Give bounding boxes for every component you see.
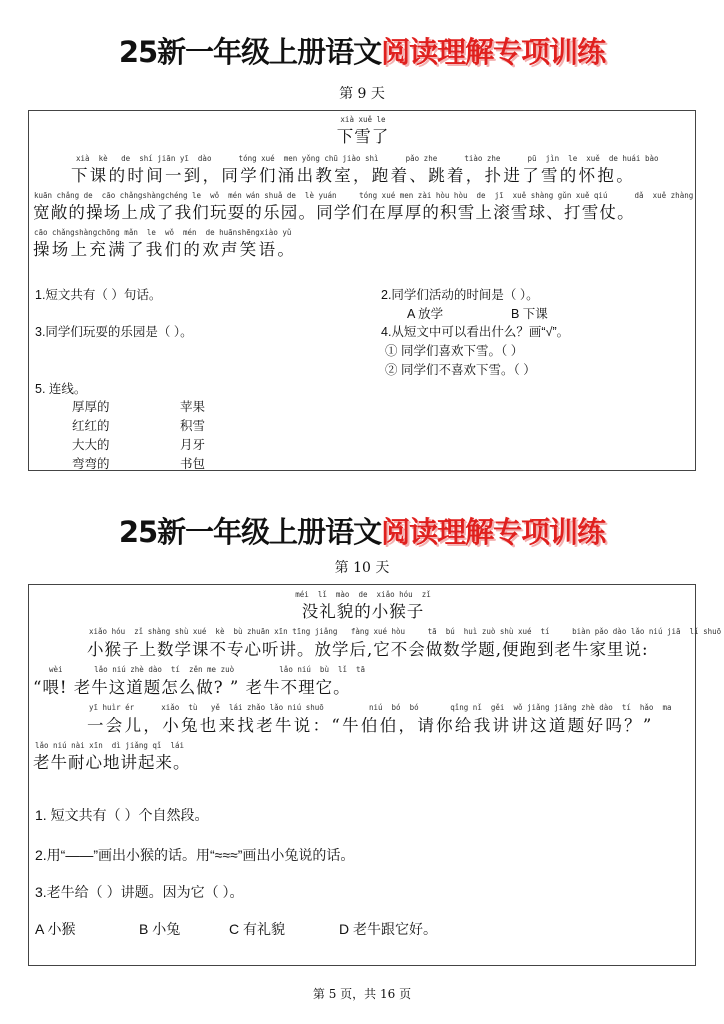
pinyin-line: yī huìr ér xiǎo tù yě lái zhǎo lǎo niú shuō niú bó bó qǐng nǐ gěi wǒ jiǎng jiǎng zhè dào tí hǎo ma bbox=[89, 703, 672, 712]
worksheet-title bbox=[0, 510, 724, 551]
text-line: 小猴子上数学课不专心听讲。放学后,它不会做数学题,便跑到老牛家里说: bbox=[87, 640, 649, 659]
pinyin-line: xià kè de shí jiān yī dào tóng xué men yǒng chū jiào shì pǎo zhe tiào zhe pū jìn le xuě de huái bào bbox=[76, 154, 659, 163]
match-item: 弯弯的 bbox=[72, 457, 110, 471]
question-4-option: ② 同学们不喜欢下雪。（ ） bbox=[385, 363, 536, 377]
day-label: 第 10 天 bbox=[334, 560, 390, 576]
pinyin-line: xiǎo hóu zǐ shàng shù xué kè bù zhuān xīn tīng jiǎng fàng xué hòu tā bú huì zuò shù xué tí biàn pǎo dào lǎo niú jiā lǐ shuō bbox=[89, 627, 722, 636]
worksheet-title bbox=[0, 30, 724, 71]
text-line: 下课的时间一到，同学们涌出教室，跑着、跳着，扑进了雪的怀抱。 bbox=[71, 166, 635, 185]
question-3: 3.同学们玩耍的乐园是（ ）。 bbox=[35, 325, 193, 339]
pinyin-line: lǎo niú nài xīn dì jiǎng qǐ lái bbox=[35, 741, 185, 750]
title-red: 阅读理解专项训练 bbox=[381, 515, 606, 549]
reading-box-1 bbox=[28, 110, 696, 471]
match-item: 书包 bbox=[180, 457, 206, 471]
question-1: 1.短文共有（ ）句话。 bbox=[35, 288, 162, 302]
story-title-pinyin: xià xuě le bbox=[340, 115, 386, 124]
option-d: D 老牛跟它好。 bbox=[339, 921, 437, 937]
match-left-column bbox=[72, 398, 110, 474]
question-4-option: ① 同学们喜欢下雪。（ ） bbox=[385, 344, 524, 358]
pinyin-line: cāo chǎngshàngchōng mǎn le wǒ mén de huānshēngxiào yǔ bbox=[34, 228, 292, 237]
question-2: 2.同学们活动的时间是（ ）。 bbox=[381, 288, 539, 302]
story-title: 下雪了 bbox=[336, 127, 390, 146]
option-c: C 有礼貌 bbox=[229, 921, 285, 937]
pinyin-line: wèi lǎo niú zhè dào tí zěn me zuò lǎo niú bù lǐ tā bbox=[49, 665, 366, 674]
match-right-column bbox=[180, 398, 205, 474]
story-title: 没礼貌的小猴子 bbox=[301, 602, 425, 621]
title-red: 阅读理解专项训练 bbox=[381, 35, 606, 69]
match-item: 积雪 bbox=[180, 419, 206, 433]
option-b: B 小兔 bbox=[139, 921, 181, 937]
story-title-pinyin: méi lǐ mào de xiǎo hóu zǐ bbox=[295, 590, 431, 599]
day-label: 第 9 天 bbox=[339, 86, 385, 102]
question-4: 4.从短文中可以看出什么？画“√”。 bbox=[381, 325, 570, 339]
option-a: A 放学 bbox=[407, 307, 444, 321]
question-1: 1. 短文共有（ ）个自然段。 bbox=[35, 807, 209, 823]
text-line: 一会儿，小兔也来找老牛说：“牛伯伯，请你给我讲讲这道题好吗？” bbox=[87, 716, 654, 735]
page-footer: 第 5 页，共 16 页 bbox=[312, 987, 412, 1001]
title-black: 25新一年级上册语文 bbox=[118, 515, 382, 549]
title-black: 25新一年级上册语文 bbox=[118, 35, 382, 69]
pinyin-line: kuān chǎng de cāo chǎngshàngchéng le wǒ mén wán shuǎ de lè yuán tóng xué men zài hòu hòu de jī xuě shàng gǔn xuě qiú dǎ xuě zhàng bbox=[34, 191, 694, 200]
match-item: 厚厚的 bbox=[72, 400, 110, 414]
question-3: 3.老牛给（ ）讲题。因为它（ ）。 bbox=[35, 884, 244, 900]
match-item: 月牙 bbox=[180, 438, 206, 452]
match-item: 红红的 bbox=[72, 419, 110, 433]
question-2: 2.用“——”画出小猴的话。用“≈≈≈”画出小兔说的话。 bbox=[35, 847, 355, 863]
question-5: 5. 连线。 bbox=[35, 382, 87, 396]
text-line: “喂! 老牛这道题怎么做? ” 老牛不理它。 bbox=[33, 678, 351, 697]
text-line: 宽敞的操场上成了我们玩耍的乐园。同学们在厚厚的积雪上滚雪球、打雪仗。 bbox=[33, 203, 635, 222]
match-item: 大大的 bbox=[72, 438, 110, 452]
text-line: 老牛耐心地讲起来。 bbox=[33, 753, 191, 772]
option-b: B 下课 bbox=[511, 307, 548, 321]
reading-box-2 bbox=[28, 584, 722, 966]
match-item: 苹果 bbox=[180, 400, 206, 414]
text-line: 操场上充满了我们的欢声笑语。 bbox=[33, 240, 297, 259]
option-a: A 小猴 bbox=[35, 921, 76, 937]
